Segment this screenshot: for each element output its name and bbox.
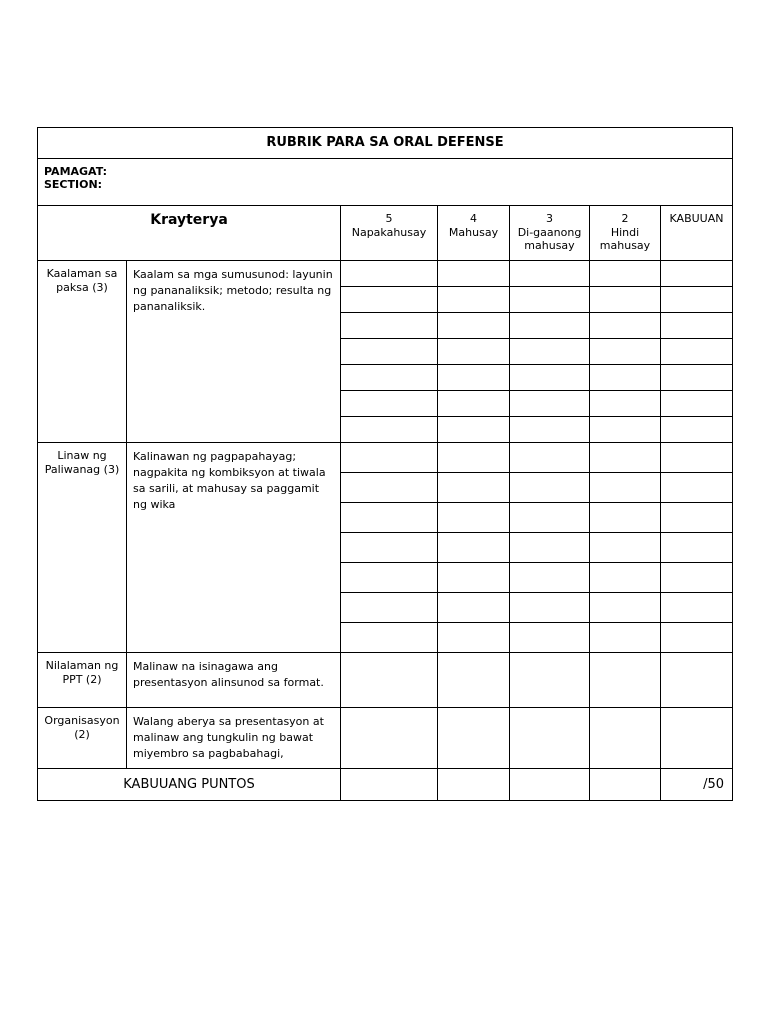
score-cell[interactable] (438, 391, 510, 417)
criterion-description: Walang aberya sa presentasyon at malinaw ang tungkulin ng bawat miyembro sa pagbabahagi, (127, 708, 341, 769)
score-cell[interactable] (661, 563, 733, 593)
score-cell[interactable] (590, 261, 661, 287)
score-cell[interactable] (341, 769, 438, 801)
score-cell[interactable] (661, 417, 733, 443)
score-cell[interactable] (661, 533, 733, 563)
score-cell[interactable] (510, 769, 590, 801)
score-cell[interactable] (661, 391, 733, 417)
score-cell[interactable] (590, 653, 661, 708)
score-cell[interactable] (438, 593, 510, 623)
score-cell[interactable] (590, 473, 661, 503)
score-cell[interactable] (438, 261, 510, 287)
score-cell[interactable] (590, 533, 661, 563)
score-cell[interactable] (438, 503, 510, 533)
score-cell[interactable] (590, 563, 661, 593)
score-cell[interactable] (661, 339, 733, 365)
score-cell[interactable] (438, 769, 510, 801)
score-cell[interactable] (590, 443, 661, 473)
score-cell[interactable] (661, 593, 733, 623)
criterion-name: Organisasyon (2) (38, 708, 127, 769)
score-cell[interactable] (590, 769, 661, 801)
score-cell[interactable] (590, 313, 661, 339)
score-cell[interactable] (341, 443, 438, 473)
score-cell[interactable] (341, 261, 438, 287)
scale-header-2: 2 Hindi mahusay (590, 206, 661, 261)
score-cell[interactable] (661, 708, 733, 769)
rubric-table (37, 127, 733, 801)
score-cell[interactable] (510, 391, 590, 417)
score-cell[interactable] (510, 533, 590, 563)
score-cell[interactable] (341, 503, 438, 533)
score-cell[interactable] (341, 365, 438, 391)
score-cell[interactable] (590, 623, 661, 653)
score-cell[interactable] (510, 365, 590, 391)
score-cell[interactable] (590, 339, 661, 365)
criterion-name: Linaw ng Paliwanag (3) (38, 443, 127, 653)
score-cell[interactable] (510, 417, 590, 443)
score-cell[interactable] (341, 623, 438, 653)
total-points-value: /50 (661, 769, 733, 801)
score-cell[interactable] (661, 653, 733, 708)
score-cell[interactable] (590, 287, 661, 313)
score-cell[interactable] (661, 261, 733, 287)
score-cell[interactable] (438, 563, 510, 593)
score-cell[interactable] (590, 503, 661, 533)
score-cell[interactable] (510, 623, 590, 653)
score-cell[interactable] (341, 339, 438, 365)
score-cell[interactable] (438, 365, 510, 391)
score-cell[interactable] (341, 473, 438, 503)
section-label: SECTION: (44, 178, 103, 191)
criterion-name: Nilalaman ng PPT (2) (38, 653, 127, 708)
score-cell[interactable] (438, 417, 510, 443)
criteria-header: Krayterya (38, 206, 341, 261)
score-cell[interactable] (661, 473, 733, 503)
score-cell[interactable] (438, 473, 510, 503)
score-cell[interactable] (438, 653, 510, 708)
score-cell[interactable] (510, 503, 590, 533)
score-cell[interactable] (341, 653, 438, 708)
score-cell[interactable] (510, 443, 590, 473)
score-cell[interactable] (438, 623, 510, 653)
score-cell[interactable] (661, 313, 733, 339)
score-cell[interactable] (510, 653, 590, 708)
score-cell[interactable] (438, 287, 510, 313)
score-cell[interactable] (590, 708, 661, 769)
scale-header-5: 5 Napakahusay (341, 206, 438, 261)
criterion-name: Kaalaman sa paksa (3) (38, 261, 127, 443)
scale-header-3: 3 Di-gaanong mahusay (510, 206, 590, 261)
score-cell[interactable] (438, 443, 510, 473)
score-cell[interactable] (510, 708, 590, 769)
score-cell[interactable] (661, 443, 733, 473)
score-cell[interactable] (510, 261, 590, 287)
info-block (38, 159, 733, 206)
score-cell[interactable] (510, 593, 590, 623)
score-cell[interactable] (341, 391, 438, 417)
score-cell[interactable] (510, 287, 590, 313)
score-cell[interactable] (590, 391, 661, 417)
score-cell[interactable] (438, 313, 510, 339)
score-cell[interactable] (661, 287, 733, 313)
pamagat-label: PAMAGAT: (44, 165, 108, 178)
score-cell[interactable] (661, 365, 733, 391)
score-cell[interactable] (510, 563, 590, 593)
score-cell[interactable] (341, 708, 438, 769)
score-cell[interactable] (341, 287, 438, 313)
score-cell[interactable] (661, 503, 733, 533)
score-cell[interactable] (341, 563, 438, 593)
criterion-description: Kaalam sa mga sumusunod: layunin ng pananaliksik; metodo; resulta ng pananaliksik. (127, 261, 341, 443)
score-cell[interactable] (510, 339, 590, 365)
score-cell[interactable] (590, 593, 661, 623)
score-cell[interactable] (438, 339, 510, 365)
score-cell[interactable] (661, 623, 733, 653)
criterion-description: Malinaw na isinagawa ang presentasyon alinsunod sa format. (127, 653, 341, 708)
score-cell[interactable] (590, 417, 661, 443)
total-header: KABUUAN (661, 206, 733, 261)
score-cell[interactable] (341, 593, 438, 623)
score-cell[interactable] (341, 417, 438, 443)
score-cell[interactable] (510, 313, 590, 339)
score-cell[interactable] (341, 533, 438, 563)
score-cell[interactable] (438, 708, 510, 769)
score-cell[interactable] (341, 313, 438, 339)
score-cell[interactable] (590, 365, 661, 391)
criterion-description: Kalinawan ng pagpapahayag; nagpakita ng kombiksyon at tiwala sa sarili, at mahusay sa paggamit ng wika (127, 443, 341, 653)
score-cell[interactable] (438, 533, 510, 563)
total-points-label: KABUUANG PUNTOS (38, 769, 341, 801)
score-cell[interactable] (510, 473, 590, 503)
rubric-title: RUBRIK PARA SA ORAL DEFENSE (38, 128, 733, 159)
scale-header-4: 4 Mahusay (438, 206, 510, 261)
